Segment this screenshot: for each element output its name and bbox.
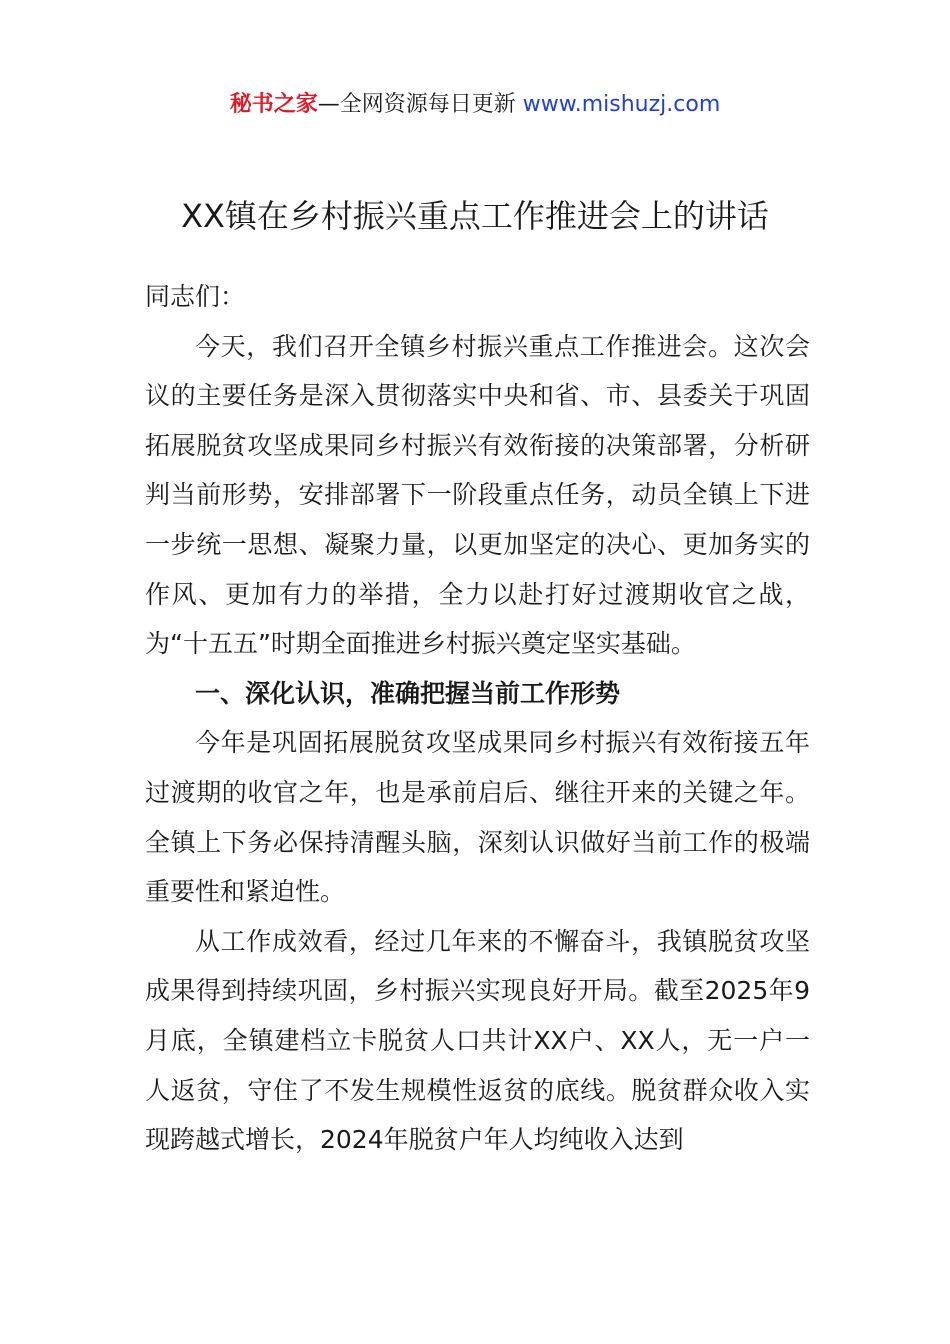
document-body bbox=[145, 272, 810, 1165]
site-url-link[interactable]: www.mishuzj.com bbox=[522, 92, 721, 117]
site-tagline: —全网资源每日更新 bbox=[317, 92, 523, 117]
site-brand: 秘书之家 bbox=[229, 92, 318, 117]
paragraph-intro: 今天，我们召开全镇乡村振兴重点工作推进会。这次会议的主要任务是深入贯彻落实中央和省、市、县委关于巩固拓展脱贫攻坚成果同乡村振兴有效衔接的决策部署，分析研判当前形势，安排部署下一阶段重点任务，动员全镇上下进一步统一思想、凝聚力量，以更加坚定的决心、更加务实的作风、更加有力的举措，全力以赴打好过渡期收官之战，为“十五五”时期全面推进乡村振兴奠定坚实基础。 bbox=[145, 331, 810, 659]
salutation: 同志们： bbox=[145, 282, 246, 311]
site-header bbox=[0, 88, 950, 122]
paragraph-situation: 今年是巩固拓展脱贫攻坚成果同乡村振兴有效衔接五年过渡期的收官之年，也是承前启后、继往开来的关键之年。全镇上下务必保持清醒头脑，深刻认识做好当前工作的极端重要性和紧迫性。 bbox=[145, 728, 810, 907]
section-heading-1: 一、深化认识，准确把握当前工作形势 bbox=[195, 678, 621, 708]
document-title: XX镇在乡村振兴重点工作推进会上的讲话 bbox=[181, 197, 769, 235]
paragraph-achievements: 从工作成效看，经过几年来的不懈奋斗，我镇脱贫攻坚成果得到持续巩固，乡村振兴实现良好开局。截至2025年9月底，全镇建档立卡脱贫人口共计XX户、XX人，无一户一人返贫，守住了不发生规模性返贫的底线。脱贫群众收入实现跨越式增长，2024年脱贫户年人均纯收入达到 bbox=[145, 926, 810, 1155]
